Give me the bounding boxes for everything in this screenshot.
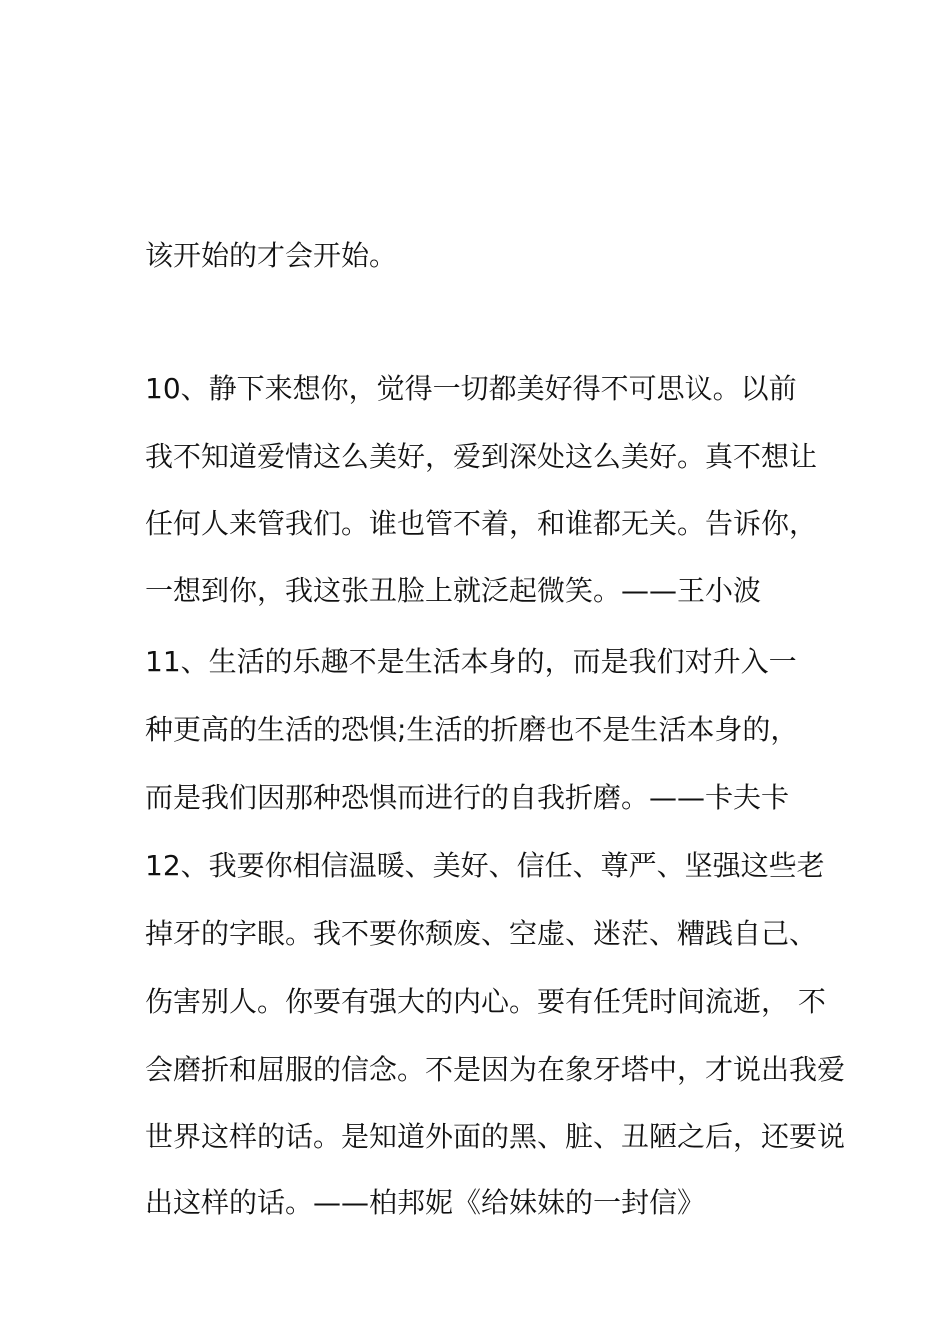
text-line: 11、生活的乐趣不是生活本身的，而是我们对升入一 bbox=[145, 645, 797, 678]
text-line: 会磨折和屈服的信念。不是因为在象牙塔中，才说出我爱 bbox=[145, 1053, 846, 1086]
text-line: 世界这样的话。是知道外面的黑、脏、丑陋之后，还要说 bbox=[145, 1120, 846, 1153]
text-line: 任何人来管我们。谁也管不着，和谁都无关。告诉你， bbox=[145, 507, 818, 540]
text-line: 10、静下来想你，觉得一切都美好得不可思议。以前 bbox=[145, 372, 797, 405]
text-line: 该开始的才会开始。 bbox=[145, 239, 398, 272]
text-line: 12、我要你相信温暖、美好、信任、尊严、坚强这些老 bbox=[145, 849, 825, 882]
text-line: 种更高的生活的恐惧;生活的折磨也不是生活本身的， bbox=[145, 713, 799, 746]
text-line: 我不知道爱情这么美好，爱到深处这么美好。真不想让 bbox=[145, 440, 818, 473]
text-line: 一想到你，我这张丑脸上就泛起微笑。——王小波 bbox=[145, 574, 762, 607]
text-line: 而是我们因那种恐惧而进行的自我折磨。——卡夫卡 bbox=[145, 781, 790, 814]
text-line: 掉牙的字眼。我不要你颓废、空虚、迷茫、糟践自己、 bbox=[145, 917, 818, 950]
text-line: 出这样的话。——柏邦妮《给妹妹的一封信》 bbox=[145, 1186, 706, 1219]
text-line: 伤害别人。你要有强大的内心。要有任凭时间流逝， 不 bbox=[145, 985, 826, 1018]
